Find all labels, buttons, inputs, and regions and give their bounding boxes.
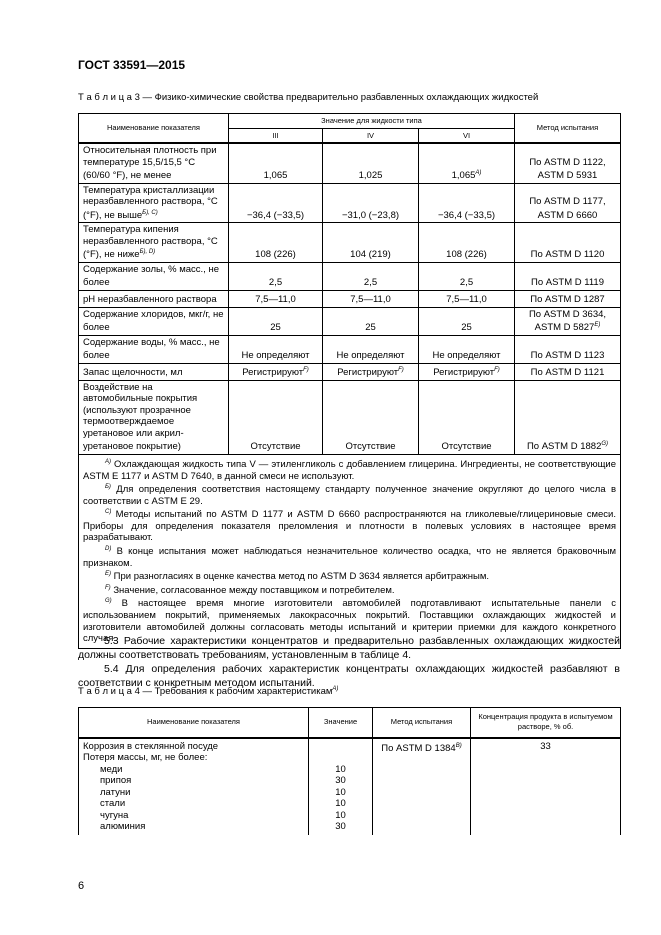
document-header: ГОСТ 33591—2015 [78,58,186,72]
table3-row [79,143,621,183]
table3-value: −36,4 (−33,5) [246,209,305,221]
table3-footnote [83,544,616,569]
table3-value-footnote-mark: F) [398,367,404,374]
table3-footnote [83,569,616,583]
table3-head-name: Наименование показателя [79,114,229,144]
table3-method-cell [515,335,621,363]
table3-row-name: Содержание золы, % масс., не более [83,263,219,289]
table3-value-cell [323,380,419,454]
table4-value: 10 [335,786,346,798]
table3-value-cell [229,143,323,183]
table4-caption [78,686,338,697]
table3-row [79,335,621,363]
table3-footnote-mark: D) [105,545,112,552]
table3-head-type: III [229,128,323,143]
table4-metal: меди [100,763,123,775]
table3-method-footnote-mark: Е) [594,322,601,329]
table3-value-cell [419,291,515,308]
table3-method: По ASTM D 1287 [530,294,605,306]
table3-footnote-text: При разногласиях в оценке качества метод по ASTM D 3634 является арбитражным. [113,571,489,583]
table4-value: 30 [335,821,346,832]
table4-metal: чугуна [100,809,129,821]
table3-value: 25 [270,322,281,334]
table4-head-concentration: Концентрация продукта в испытуемом растворе, % об. [471,708,621,738]
table3-value: 108 (226) [446,249,487,261]
table3-value: Отсутствие [345,441,396,453]
table3-value-cell [323,183,419,223]
table3-footnote-mark: F) [105,584,111,591]
table3-value-cell [229,364,323,381]
table3-method-cell [515,223,621,263]
table4-method-footnote-mark: В) [455,742,462,749]
table3-method-cell [515,262,621,290]
table4-head-value: Значение [309,708,373,738]
table3-value: 25 [461,322,472,334]
table3-value-footnote-mark: F) [494,367,500,374]
table3-head-type: VI [419,128,515,143]
table3-method: По ASTM D 1120 [530,249,605,261]
table3-value: 104 (219) [350,249,391,261]
paragraph-5-3: 5.3 Рабочие характеристики концентратов и предварительно разбавленных охлаждающих жидкостей должны соответствовать требованиям, установленным в таблице 4. [78,635,620,661]
table3-row-name-cell [79,143,229,183]
table4-method-cell [373,738,471,835]
table3-value-cell [229,183,323,223]
table4-head-name: Наименование показателя [79,708,309,738]
table4-value: 10 [335,763,346,775]
table3-row-name: Температура кипения неразбавленного раствора, °С (°F), не ниже [83,224,218,261]
table3-method: По ASTM D 1177, ASTM D 6660 [529,196,606,221]
table3-value-cell [323,291,419,308]
table3-method-cell [515,364,621,381]
table4-value: 10 [335,798,346,809]
table3-value-cell [323,364,419,381]
table3-footnote-text: Методы испытаний по ASTM D 1177 и ASTM D 6660 распространяются на гликолевые/глицериновые смеси. Приборы для определения показателя преломления и плотности в полевых условиях в настоящее время разрабатывают. [83,509,617,544]
table3-value-footnote-mark: F) [303,367,309,374]
table3-value-cell [323,262,419,290]
table3-value: Регистрируют [433,367,495,379]
table3-value-cell [323,143,419,183]
table4-row-title: Коррозия в стеклянной посуде [83,740,219,752]
table3-value: −31,0 (−23,8) [341,209,400,221]
table3-value: Не определяют [336,350,405,362]
table3-method: По ASTM D 1123 [530,350,605,362]
table3-value: 7,5—11,0 [446,294,487,306]
table4-value: 10 [335,809,346,821]
table3-value-cell [229,335,323,363]
table3-row-name-footnote-mark: Б), С) [142,209,158,216]
table3-value-cell [323,223,419,263]
table3-value-cell [229,307,323,335]
table4-concentration-cell [471,738,621,835]
table3-value: Не определяют [241,350,310,362]
table3-row [79,183,621,223]
table4-name-cell [79,738,309,835]
table3-value-cell [229,262,323,290]
table3-footnote [83,457,616,482]
table4-metal: припоя [100,775,132,786]
table3-row-name-cell [79,364,229,381]
table3-value: 108 (226) [255,249,296,261]
table3-value: 7,5—11,0 [350,294,391,306]
table3-method-cell [515,143,621,183]
table3-caption: Т а б л и ц а 3 — Физико-химические свойства предварительно разбавленных охлаждающих жидкостей [78,92,539,103]
table3-method: По ASTM D 3634, ASTM D 5827 [528,308,607,334]
table4-head-method: Метод испытания [373,708,471,738]
table3-row-name: Температура кристаллизации неразбавленного раствора, °С (°F), не выше [83,184,218,221]
table3-row [79,380,621,454]
table3-value: 2,5 [459,277,474,289]
table3-value-cell [323,335,419,363]
table3-value: 2,5 [268,277,283,289]
table3-value-cell [419,143,515,183]
table3-value: Отсутствие [250,441,301,453]
table3-row-name: Содержание хлоридов, мкг/г, не более [83,308,224,334]
table3-footnote [83,507,616,544]
table3-footnote [83,482,616,507]
table3-footnote-mark: А) [105,458,111,465]
table4-method: По ASTM D 1384 [381,742,456,754]
table3-row [79,262,621,290]
page-number: 6 [78,880,85,892]
table3-value: Регистрируют [242,367,304,379]
table3-row-name-cell [79,380,229,454]
table3-value-footnote-mark: А) [475,170,482,176]
table4-row-subtitle: Потеря массы, мг, не более: [83,752,208,763]
table3-value-cell [419,183,515,223]
table4-concentration: 33 [540,740,551,752]
table3-row-name-cell [79,335,229,363]
table3-method: По ASTM D 1122, ASTM D 5931 [529,156,606,182]
table3-head-value-group: Значение для жидкости типа [229,114,515,129]
table3-footnote-text: Значение, согласованное между поставщиком и потребителем. [113,584,395,596]
table3-row-name-cell [79,262,229,290]
table3-value: 1,025 [358,170,383,182]
table3-method: По ASTM D 1882 [526,441,602,453]
table3-footnote-text: Для определения соответствия настоящему стандарту полученное значение округляют до целого числа в соответствии с ASTM E 29. [83,484,616,507]
table3-row-name-footnote-mark: Б), D) [139,249,156,256]
table3-footnote-mark: Е) [105,571,111,578]
table3-footnote-mark: G) [105,598,112,605]
table3-value-cell [419,380,515,454]
table3-footnote-mark: С) [105,509,112,516]
table4-caption-text: Т а б л и ц а 4 — Требования к рабочим характеристикам [78,686,333,698]
table3-value-cell [229,380,323,454]
table3-value-cell [323,307,419,335]
table4-caption-footnote-mark: А) [332,686,339,692]
table3-row [79,291,621,308]
table3-row-name: Относительная плотность при температуре 15,5/15,5 °С (60/60 °F), не менее [83,145,217,182]
table3-row [79,223,621,263]
table3-row-name: Содержание воды, % масс., не более [83,336,220,362]
table3-footnote-text: В настоящее время многие изготовители автомобилей подготавливают испытательные панели с использованием покрытий, применяемых лакокрасочных покрытий. Поставщики охлаждающих жидкостей и изготовители автомобилей должны согласовать методы испытаний и критерии приемки для каждого конкретного случая. [83,598,617,644]
table3-footnote-text: Охлаждающая жидкость типа V — этиленгликоль с добавлением глицерина. Ингредиенты, не соответствующие ASTM E 1177 и ASTM D 7640, в данной смеси не используют. [83,459,616,482]
table3-value: 2,5 [363,277,378,289]
table3-head-type: IV [323,128,419,143]
table3-method-cell [515,183,621,223]
table3-row-name: Воздействие на автомобильные покрытия (используют прозрачное термоотверждаемое уретановое или акрил-уретановое покрытие) [83,381,198,453]
table4-metal: алюминия [100,821,146,832]
table3-footnote-mark: Б) [105,484,111,491]
table3-value: 7,5—11,0 [255,294,296,306]
table3 [78,113,621,649]
table4-value: 30 [335,775,346,786]
table3-value: Не определяют [432,350,501,362]
table4-metal: латуни [100,786,131,798]
table3-value: 1,065 [451,170,476,182]
table3-value-cell [419,307,515,335]
table3-method-footnote-mark: G) [601,441,609,448]
table3-value: −36,4 (−33,5) [437,209,496,221]
table3-value: Отсутствие [441,441,492,453]
table3-method-cell [515,380,621,454]
table3-method-cell [515,307,621,335]
table4 [78,707,621,835]
table3-value-cell [419,223,515,263]
table3-value-cell [419,364,515,381]
table3-value: 1,065 [263,170,288,182]
table3-row [79,364,621,381]
table3-value: 25 [365,322,376,334]
table3-footnote [83,583,616,597]
table3-value: Регистрируют [337,367,399,379]
table4-value-cell [309,738,373,835]
table3-row-name-cell [79,291,229,308]
table3-method: По ASTM D 1121 [530,367,605,379]
table4-metal: стали [100,798,126,809]
table3-row-name-cell [79,183,229,223]
table3-notes [79,454,621,648]
table3-row-name-cell [79,307,229,335]
table3-value-cell [229,291,323,308]
table3-row-name-cell [79,223,229,263]
table3-head-method: Метод испытания [515,114,621,144]
table3-method: По ASTM D 1119 [530,277,604,289]
table3-row-name: pH неразбавленного раствора [83,294,217,306]
table3-row-name: Запас щелочности, мл [83,367,183,379]
table3-footnote-text: В конце испытания может наблюдаться незначительное количество осадка, что не является браковочным признаком. [83,546,616,569]
table3-method-cell [515,291,621,308]
paragraph-5-4: 5.4 Для определения рабочих характеристик концентраты охлаждающих жидкостей разбавляют в соответствии с конкретным методом испытаний. [78,663,620,689]
table3-row [79,307,621,335]
table3-value-cell [229,223,323,263]
table3-value-cell [419,262,515,290]
table3-value-cell [419,335,515,363]
